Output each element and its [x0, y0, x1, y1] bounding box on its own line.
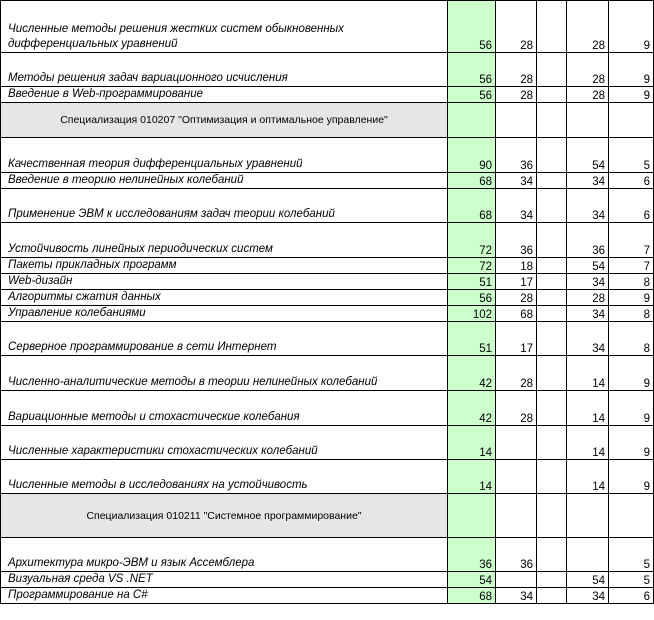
- practice-hours-cell: [567, 103, 609, 138]
- extra-cell: [537, 426, 567, 460]
- course-name: Методы решения задач вариационного исчисления: [1, 53, 448, 87]
- lecture-hours-cell: 36: [496, 138, 537, 173]
- extra-cell: [537, 460, 567, 494]
- total-hours-cell: 56: [448, 1, 496, 53]
- extra-cell: [537, 138, 567, 173]
- course-row: [1, 538, 654, 572]
- specialization-title: Специализация 010207 "Оптимизация и оптимальное управление": [1, 103, 448, 138]
- extra-cell: [537, 356, 567, 391]
- extra-cell: [537, 189, 567, 223]
- course-row: [1, 173, 654, 189]
- semester-cell: 6: [609, 588, 654, 604]
- course-name: Введение в Web-программирование: [1, 87, 448, 103]
- lecture-hours-cell: 18: [496, 258, 537, 274]
- course-row: [1, 460, 654, 494]
- course-name: Управление колебаниями: [1, 306, 448, 322]
- total-hours-cell: 54: [448, 572, 496, 588]
- course-row: [1, 306, 654, 322]
- course-row: [1, 189, 654, 223]
- course-name: Архитектура микро-ЭВМ и язык Ассемблера: [1, 538, 448, 572]
- course-row: [1, 572, 654, 588]
- course-name: Качественная теория дифференциальных уравнений: [1, 138, 448, 173]
- practice-hours-cell: 34: [567, 274, 609, 290]
- course-row: [1, 258, 654, 274]
- total-hours-cell: 56: [448, 87, 496, 103]
- extra-cell: [537, 290, 567, 306]
- extra-cell: [537, 494, 567, 538]
- total-hours-cell: [448, 494, 496, 538]
- total-hours-cell: 51: [448, 322, 496, 356]
- practice-hours-cell: 28: [567, 53, 609, 87]
- practice-hours-cell: 14: [567, 460, 609, 494]
- semester-cell: 9: [609, 87, 654, 103]
- practice-hours-cell: 36: [567, 223, 609, 258]
- semester-cell: 9: [609, 53, 654, 87]
- total-hours-cell: [448, 103, 496, 138]
- course-row: [1, 391, 654, 426]
- semester-cell: 7: [609, 223, 654, 258]
- practice-hours-cell: [567, 538, 609, 572]
- lecture-hours-cell: [496, 460, 537, 494]
- semester-cell: 6: [609, 189, 654, 223]
- semester-cell: [609, 494, 654, 538]
- practice-hours-cell: 14: [567, 426, 609, 460]
- semester-cell: 9: [609, 426, 654, 460]
- course-row: [1, 322, 654, 356]
- semester-cell: 9: [609, 460, 654, 494]
- extra-cell: [537, 538, 567, 572]
- extra-cell: [537, 322, 567, 356]
- semester-cell: 5: [609, 138, 654, 173]
- course-row: [1, 1, 654, 53]
- total-hours-cell: 42: [448, 356, 496, 391]
- lecture-hours-cell: 34: [496, 588, 537, 604]
- semester-cell: 7: [609, 258, 654, 274]
- course-row: [1, 223, 654, 258]
- course-name: Web-дизайн: [1, 274, 448, 290]
- course-name: Численные методы в исследованиях на устойчивость: [1, 460, 448, 494]
- total-hours-cell: 36: [448, 538, 496, 572]
- total-hours-cell: 42: [448, 391, 496, 426]
- extra-cell: [537, 223, 567, 258]
- extra-cell: [537, 258, 567, 274]
- extra-cell: [537, 306, 567, 322]
- lecture-hours-cell: 28: [496, 53, 537, 87]
- practice-hours-cell: 34: [567, 588, 609, 604]
- extra-cell: [537, 274, 567, 290]
- total-hours-cell: 90: [448, 138, 496, 173]
- total-hours-cell: 68: [448, 588, 496, 604]
- lecture-hours-cell: 28: [496, 1, 537, 53]
- course-row: [1, 588, 654, 604]
- lecture-hours-cell: [496, 572, 537, 588]
- course-name: Визуальная среда VS .NET: [1, 572, 448, 588]
- lecture-hours-cell: 28: [496, 87, 537, 103]
- practice-hours-cell: 28: [567, 1, 609, 53]
- course-row: [1, 53, 654, 87]
- lecture-hours-cell: 36: [496, 223, 537, 258]
- course-name: Численно-аналитические методы в теории нелинейных колебаний: [1, 356, 448, 391]
- course-row: [1, 290, 654, 306]
- practice-hours-cell: 54: [567, 138, 609, 173]
- lecture-hours-cell: 17: [496, 322, 537, 356]
- practice-hours-cell: 34: [567, 189, 609, 223]
- total-hours-cell: 102: [448, 306, 496, 322]
- course-name: Устойчивость линейных периодических систем: [1, 223, 448, 258]
- practice-hours-cell: 54: [567, 572, 609, 588]
- semester-cell: 9: [609, 391, 654, 426]
- extra-cell: [537, 588, 567, 604]
- extra-cell: [537, 87, 567, 103]
- semester-cell: 5: [609, 538, 654, 572]
- practice-hours-cell: 14: [567, 356, 609, 391]
- semester-cell: 8: [609, 274, 654, 290]
- course-name: Численные характеристики стохастических колебаний: [1, 426, 448, 460]
- specialization-row: [1, 494, 654, 538]
- practice-hours-cell: [567, 494, 609, 538]
- lecture-hours-cell: [496, 494, 537, 538]
- lecture-hours-cell: 34: [496, 173, 537, 189]
- course-name: Алгоритмы сжатия данных: [1, 290, 448, 306]
- lecture-hours-cell: 34: [496, 189, 537, 223]
- total-hours-cell: 72: [448, 258, 496, 274]
- semester-cell: 5: [609, 572, 654, 588]
- course-name: Численные методы решения жестких систем обыкновенных дифференциальных уравнений: [1, 1, 448, 53]
- course-row: [1, 356, 654, 391]
- total-hours-cell: 68: [448, 173, 496, 189]
- lecture-hours-cell: 68: [496, 306, 537, 322]
- course-name: Пакеты прикладных программ: [1, 258, 448, 274]
- lecture-hours-cell: [496, 426, 537, 460]
- lecture-hours-cell: [496, 103, 537, 138]
- practice-hours-cell: 34: [567, 306, 609, 322]
- semester-cell: 9: [609, 1, 654, 53]
- total-hours-cell: 14: [448, 460, 496, 494]
- practice-hours-cell: 34: [567, 322, 609, 356]
- lecture-hours-cell: 28: [496, 356, 537, 391]
- lecture-hours-cell: 36: [496, 538, 537, 572]
- extra-cell: [537, 53, 567, 87]
- practice-hours-cell: 54: [567, 258, 609, 274]
- lecture-hours-cell: 28: [496, 391, 537, 426]
- course-row: [1, 426, 654, 460]
- practice-hours-cell: 28: [567, 87, 609, 103]
- semester-cell: 9: [609, 290, 654, 306]
- extra-cell: [537, 173, 567, 189]
- practice-hours-cell: 14: [567, 391, 609, 426]
- extra-cell: [537, 103, 567, 138]
- total-hours-cell: 56: [448, 53, 496, 87]
- course-name: Вариационные методы и стохастические колебания: [1, 391, 448, 426]
- semester-cell: 8: [609, 306, 654, 322]
- course-name: Программирование на C#: [1, 588, 448, 604]
- semester-cell: 6: [609, 173, 654, 189]
- practice-hours-cell: 28: [567, 290, 609, 306]
- extra-cell: [537, 391, 567, 426]
- semester-cell: 9: [609, 356, 654, 391]
- total-hours-cell: 51: [448, 274, 496, 290]
- course-row: [1, 87, 654, 103]
- semester-cell: 8: [609, 322, 654, 356]
- total-hours-cell: 56: [448, 290, 496, 306]
- specialization-row: [1, 103, 654, 138]
- course-name: Применение ЭВМ к исследованиям задач теории колебаний: [1, 189, 448, 223]
- course-name: Серверное программирование в сети Интернет: [1, 322, 448, 356]
- semester-cell: [609, 103, 654, 138]
- course-row: [1, 138, 654, 173]
- course-row: [1, 274, 654, 290]
- specialization-title: Специализация 010211 "Системное программирование": [1, 494, 448, 538]
- extra-cell: [537, 1, 567, 53]
- course-name: Введение в теорию нелинейных колебаний: [1, 173, 448, 189]
- extra-cell: [537, 572, 567, 588]
- total-hours-cell: 14: [448, 426, 496, 460]
- lecture-hours-cell: 28: [496, 290, 537, 306]
- total-hours-cell: 72: [448, 223, 496, 258]
- lecture-hours-cell: 17: [496, 274, 537, 290]
- total-hours-cell: 68: [448, 189, 496, 223]
- practice-hours-cell: 34: [567, 173, 609, 189]
